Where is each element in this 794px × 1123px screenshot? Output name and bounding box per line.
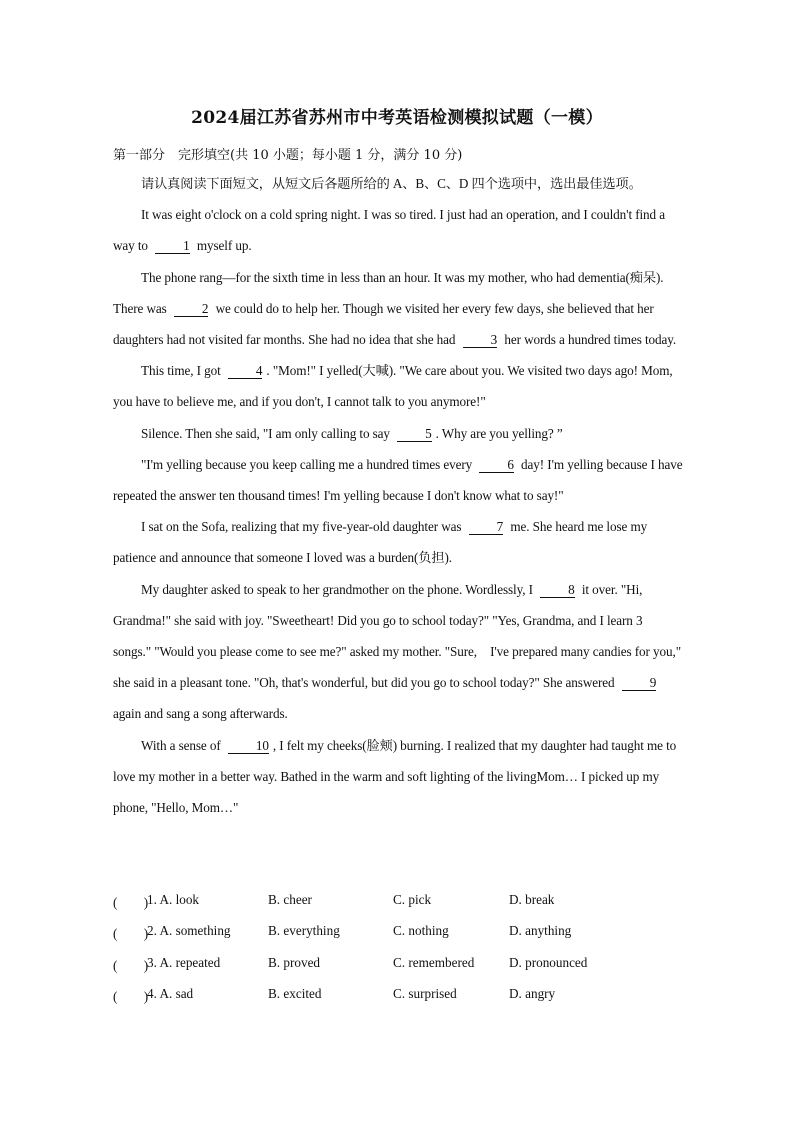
passage-paragraph-3 xyxy=(113,355,683,417)
blank-10: 10 xyxy=(228,739,269,754)
paragraph-text: It was eight o'clock on a cold spring night. I was so tired. I just had an operation, and I couldn't find a way to xyxy=(113,207,665,254)
option-b: B. proved xyxy=(268,954,321,970)
answer-parentheses: ( ) xyxy=(113,988,149,1004)
paragraph-text: day! I'm yelling because I have repeated the answer ten thousand times! I'm yelling because I don't know what to say!" xyxy=(113,456,683,504)
option-c: C. remembered xyxy=(393,954,475,970)
option-c: C. surprised xyxy=(393,985,457,1001)
blank-3: 3 xyxy=(463,333,498,348)
paragraph-text: . Why are you yelling? ” xyxy=(435,425,563,441)
paragraph-text: we could do to help her. Though we visited her every few days, she believed that her daughters had not visited far months. She had no idea that she had xyxy=(113,300,654,348)
paragraph-text: With a sense of xyxy=(141,737,221,753)
blank-7: 7 xyxy=(469,520,504,535)
option-d: D. angry xyxy=(509,985,556,1001)
section-heading: 第一部分 完形填空(共 10 小题；每小题 1 分，满分 10 分) xyxy=(113,148,463,163)
instruction-paragraph: 请认真阅读下面短文，从短文后各题所给的 A、B、C、D 四个选项中，选出最佳选项。 xyxy=(141,176,642,191)
paragraph-text: her words a hundred times today. xyxy=(504,332,677,348)
option-b: B. everything xyxy=(268,923,340,939)
blank-5: 5 xyxy=(397,427,432,442)
option-d: D. pronounced xyxy=(509,954,588,970)
option-a: 3. A. repeated xyxy=(147,954,221,970)
paragraph-text: , I felt my cheeks(脸颊) burning. I realized that my daughter had taught me to love my mother in a better way. Bathed in the warm and soft lighting of the livingMom… I picked up my phone, "Hello, Mom…" xyxy=(113,737,677,816)
passage-paragraph-4 xyxy=(113,418,683,449)
option-a: 1. A. look xyxy=(147,892,200,907)
paragraph-text: I sat on the Sofa, realizing that my five-year-old daughter was xyxy=(141,519,462,535)
question-row xyxy=(113,951,683,982)
page-title: 2024届江苏省苏州市中考英语检测模拟试题（一模） xyxy=(191,108,603,128)
blank-4: 4 xyxy=(228,364,263,379)
option-a: 4. A. sad xyxy=(147,985,194,1001)
passage-paragraph-2 xyxy=(113,262,683,356)
option-d: D. anything xyxy=(509,923,572,939)
passage-paragraph-8 xyxy=(113,730,683,824)
blank-2: 2 xyxy=(174,302,209,317)
paragraph-text: again and sang a song afterwards. xyxy=(113,706,288,722)
paragraph-text: "I'm yelling because you keep calling me a hundred times every xyxy=(141,456,473,472)
question-row xyxy=(113,888,683,919)
question-row xyxy=(113,982,683,1013)
question-list xyxy=(113,888,683,1013)
blank-9: 9 xyxy=(622,676,657,691)
answer-parentheses: ( ) xyxy=(113,926,149,942)
passage-paragraph-6 xyxy=(113,511,683,573)
paragraph-text: myself up. xyxy=(196,238,252,254)
answer-parentheses: ( ) xyxy=(113,895,149,910)
passage-paragraph-5 xyxy=(113,449,683,511)
paragraph-text: Silence. Then she said, "I am only calling to say xyxy=(141,425,390,441)
cloze-passage xyxy=(113,168,683,823)
option-b: B. cheer xyxy=(268,892,312,907)
answer-parentheses: ( ) xyxy=(113,957,149,973)
paragraph-text: This time, I got xyxy=(141,363,221,379)
paragraph-text: My daughter asked to speak to her grandmother on the phone. Wordlessly, I xyxy=(141,581,533,597)
paragraph-text: . "Mom!" I yelled(大喊). "We care about you. We visited two days ago! Mom, you have to believe me, and if you don't, I cannot talk to you anymore!" xyxy=(113,363,673,410)
option-c: C. pick xyxy=(393,892,432,907)
blank-6: 6 xyxy=(479,458,514,473)
passage-paragraph-1 xyxy=(113,199,683,261)
question-row xyxy=(113,919,683,950)
option-d: D. break xyxy=(509,892,555,907)
paragraph-text: it over. "Hi, Grandma!" she said with joy. "Sweetheart! Did you go to school today?" "Yes, Grandma, and I learn 3 songs." "Would you please come to see me?" asked my mother. "Sure, I've prepared many candies for you," she said in a pleasant tone. "Oh, that's wonderful, but did you go to school today?" She answered xyxy=(113,581,681,691)
option-c: C. nothing xyxy=(393,923,449,939)
paragraph-text: me. She heard me lose my patience and announce that someone I loved was a burden(负担). xyxy=(113,519,648,566)
paragraph-text: The phone rang—for the sixth time in less than an hour. It was my mother, who had dementia(痴呆). There was xyxy=(113,269,664,316)
passage-paragraph-7 xyxy=(113,574,683,730)
blank-8: 8 xyxy=(540,583,575,598)
option-b: B. excited xyxy=(268,985,322,1001)
option-a: 2. A. something xyxy=(147,923,231,939)
blank-1: 1 xyxy=(155,239,190,254)
